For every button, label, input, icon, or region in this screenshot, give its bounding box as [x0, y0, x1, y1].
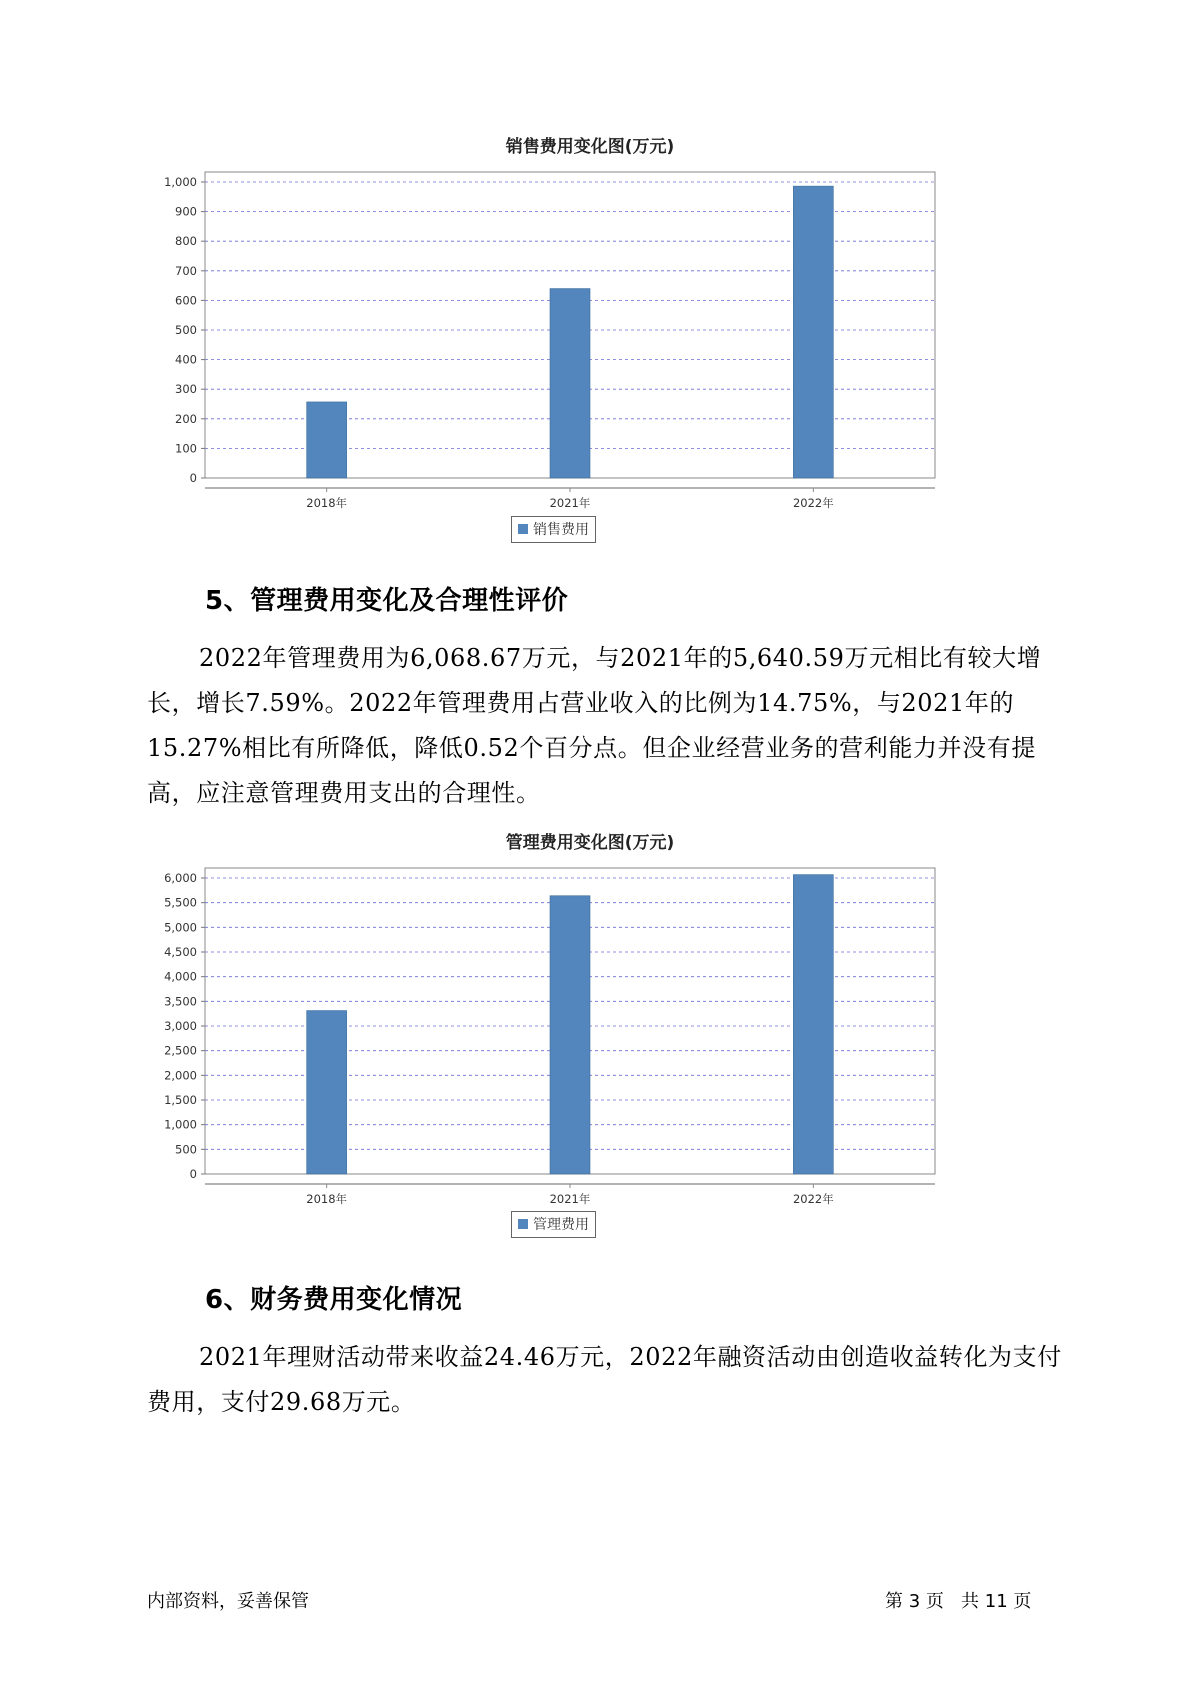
- sales-expense-chart: [150, 132, 1030, 552]
- x-tick-label: 2022年: [792, 496, 834, 510]
- y-tick-label: 2,000: [164, 1068, 197, 1083]
- y-tick-label: 3,500: [164, 994, 197, 1009]
- chart-title: 管理费用变化图(万元): [505, 833, 675, 853]
- section-6-paragraph: 2021年理财活动带来收益24.46万元，2022年融资活动由创造收益转化为支付费用，支付29.68万元。: [147, 1343, 1062, 1416]
- legend-swatch: [518, 1219, 528, 1229]
- y-tick-label: 400: [175, 352, 197, 367]
- y-tick-label: 200: [175, 411, 197, 426]
- section-5-paragraph: 2022年管理费用为6,068.67万元，与2021年的5,640.59万元相比有较大增长，增长7.59%。2022年管理费用占营业收入的比例为14.75%，与2021年的15.27%相比有所降低，降低0.52个百分点。但企业经营业务的营利能力并没有提高，应注意管理费用支出的合理性。: [147, 644, 1042, 807]
- management-expense-chart: [150, 828, 1030, 1248]
- y-tick-label: 500: [175, 323, 197, 337]
- y-tick-label: 800: [175, 234, 197, 249]
- y-tick-label: 100: [175, 441, 197, 456]
- y-tick-label: 0: [189, 471, 197, 485]
- y-tick-label: 900: [175, 204, 197, 219]
- y-tick-label: 600: [175, 293, 197, 308]
- y-tick-label: 3,000: [164, 1019, 197, 1033]
- section-5-heading: 5、管理费用变化及合理性评价: [205, 586, 569, 616]
- y-tick-label: 1,000: [164, 175, 197, 189]
- bar: [793, 875, 833, 1174]
- section-6-heading: 6、财务费用变化情况: [205, 1285, 463, 1315]
- bar: [307, 402, 347, 478]
- chart-title: 销售费用变化图(万元): [505, 137, 675, 157]
- y-tick-label: 5,000: [164, 920, 197, 935]
- x-tick-label: 2018年: [306, 496, 348, 510]
- sales-expense-plot: [150, 162, 1030, 512]
- management-expense-plot: [150, 858, 1030, 1208]
- legend-label: 销售费用: [533, 522, 589, 538]
- legend-label: 管理费用: [533, 1217, 589, 1233]
- y-tick-label: 1,000: [164, 1117, 197, 1132]
- x-tick-label: 2022年: [792, 1192, 834, 1206]
- y-tick-label: 5,500: [164, 895, 197, 910]
- y-tick-label: 2,500: [164, 1043, 197, 1058]
- x-tick-label: 2021年: [549, 1192, 591, 1206]
- footer-confidential-note: 内部资料，妥善保管: [147, 1591, 309, 1612]
- footer-page-number: 第 3 页 共 11 页: [885, 1591, 1032, 1612]
- bar: [307, 1011, 347, 1174]
- y-tick-label: 0: [189, 1167, 197, 1181]
- y-tick-label: 500: [175, 1142, 197, 1157]
- x-tick-label: 2021年: [549, 496, 591, 510]
- bar: [550, 289, 590, 478]
- y-tick-label: 6,000: [164, 871, 197, 885]
- y-tick-label: 1,500: [164, 1093, 197, 1107]
- y-tick-label: 300: [175, 382, 197, 397]
- y-tick-label: 700: [175, 263, 197, 278]
- legend-swatch: [518, 524, 528, 534]
- x-tick-label: 2018年: [306, 1192, 348, 1206]
- chart-legend: [511, 1211, 596, 1238]
- y-tick-label: 4,500: [164, 945, 197, 959]
- bar: [793, 186, 833, 478]
- bar: [550, 896, 590, 1174]
- y-tick-label: 4,000: [164, 969, 197, 984]
- chart-legend: [511, 516, 596, 543]
